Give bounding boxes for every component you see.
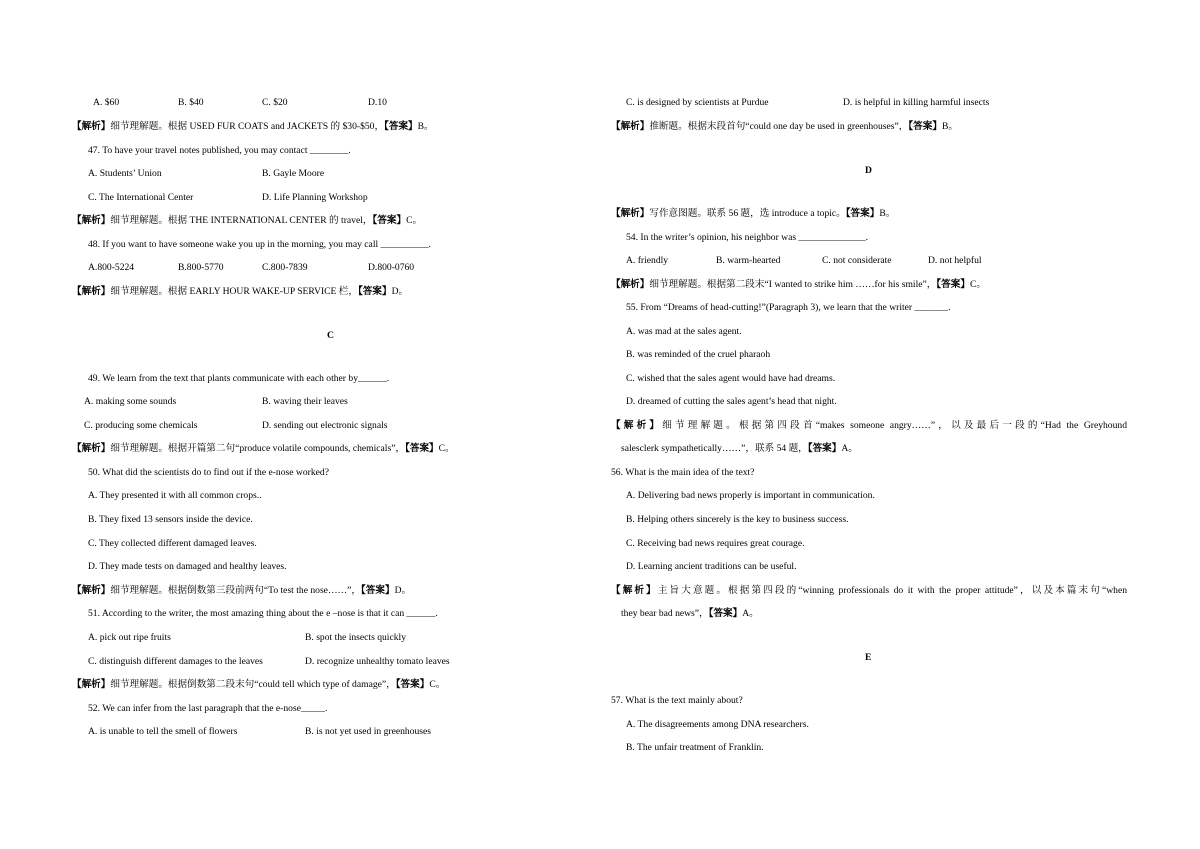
q52-option-d: D. is helpful in killing harmful insects	[843, 97, 990, 108]
section-d-heading: D	[865, 165, 872, 176]
q55-option-d: D. dreamed of cutting the sales agent’s head that night.	[626, 396, 837, 407]
q55-analysis-line-1: 【解析】细节理解题。根据第四段首“makes someone angry……”，以及最后一段的“Had the Greyhound	[611, 420, 1127, 431]
q56-analysis-line-1: 【解析】主旨大意题。根据第四段的“winning professionals do it with the proper attitude”，以及本篇末句“when	[611, 585, 1128, 596]
q54-option-b: B. warm-hearted	[716, 255, 781, 266]
q47-option-a: A. Students’ Union	[88, 168, 162, 179]
section-e-heading: E	[865, 652, 872, 663]
q48-option-b: B.800-5770	[178, 262, 224, 273]
q47-stem: 47. To have your travel notes published, you may contact ________.	[88, 145, 351, 156]
q54-analysis: 【解析】细节理解题。根据第二段末“I wanted to strike him ……for his smile”，【答案】C。	[611, 279, 986, 290]
q50-stem: 50. What did the scientists do to find out if the e-nose worked?	[88, 467, 329, 478]
q46-option-d: D.10	[368, 97, 387, 108]
q47-option-c: C. The International Center	[88, 192, 194, 203]
q46-option-b: B. $40	[178, 97, 204, 108]
q46-option-a: A. $60	[93, 97, 120, 108]
q55-option-a: A. was mad at the sales agent.	[626, 326, 742, 337]
q54-option-d: D. not helpful	[928, 255, 982, 266]
q49-option-b: B. waving their leaves	[262, 396, 348, 407]
q49-option-a: A. making some sounds	[84, 396, 177, 407]
q48-option-a: A.800-5224	[88, 262, 135, 273]
q56-option-b: B. Helping others sincerely is the key to business success.	[626, 514, 849, 525]
q54-stem: 54. In the writer’s opinion, his neighbor was ______________.	[626, 232, 869, 243]
q49-stem: 49. We learn from the text that plants communicate with each other by______.	[88, 373, 390, 384]
q56-option-d: D. Learning ancient traditions can be useful.	[626, 561, 797, 572]
q51-option-c: C. distinguish different damages to the leaves	[88, 656, 263, 667]
q50-option-c: C. They collected different damaged leaves.	[88, 538, 257, 549]
q52-option-c: C. is designed by scientists at Purdue	[626, 97, 769, 108]
q51-option-b: B. spot the insects quickly	[305, 632, 406, 643]
q51-analysis: 【解析】细节理解题。根据倒数第二段末句“could tell which type of damage”，【答案】C。	[72, 679, 446, 690]
section-c-heading: C	[327, 330, 334, 341]
q47-analysis: 【解析】细节理解题。根据 THE INTERNATIONAL CENTER 的 travel，【答案】C。	[72, 215, 423, 226]
q49-analysis: 【解析】细节理解题。根据开篇第二句“produce volatile compounds, chemicals”，【答案】C。	[72, 443, 455, 454]
q56-analysis-line-2: they bear bad news”，【答案】A。	[621, 608, 759, 619]
q57-stem: 57. What is the text mainly about?	[611, 695, 743, 706]
q50-option-d: D. They made tests on damaged and healthy leaves.	[88, 561, 287, 572]
q49-option-c: C. producing some chemicals	[84, 420, 198, 431]
q55-option-c: C. wished that the sales agent would have had dreams.	[626, 373, 836, 384]
q55-stem: 55. From “Dreams of head-cutting!”(Paragraph 3), we learn that the writer _______.	[626, 302, 951, 313]
q55-analysis-line-2: salesclerk sympathetically……”，联系 54 题，【答案】A。	[621, 443, 858, 454]
q51-option-d: D. recognize unhealthy tomato leaves	[305, 656, 450, 667]
q51-option-a: A. pick out ripe fruits	[88, 632, 171, 643]
q54-option-c: C. not considerate	[822, 255, 892, 266]
q46-analysis: 【解析】细节理解题。根据 USED FUR COATS and JACKETS 的 $30-$50，【答案】B。	[72, 121, 434, 132]
q56-option-a: A. Delivering bad news properly is important in communication.	[626, 490, 875, 501]
q48-option-d: D.800-0760	[368, 262, 415, 273]
q51-stem: 51. According to the writer, the most amazing thing about the e –nose is that it can ______.	[88, 608, 438, 619]
q50-option-a: A. They presented it with all common crops..	[88, 490, 262, 501]
q48-option-c: C.800-7839	[262, 262, 308, 273]
q48-analysis: 【解析】细节理解题。根据 EARLY HOUR WAKE-UP SERVICE 栏，【答案】D。	[72, 286, 409, 297]
q48-stem: 48. If you want to have someone wake you up in the morning, you may call __________.	[88, 239, 431, 250]
q52-analysis: 【解析】推断题。根据末段首句“could one day be used in greenhouses”，【答案】B。	[611, 121, 958, 132]
q57-option-a: A. The disagreements among DNA researchers.	[626, 719, 809, 730]
q46-option-c: C. $20	[262, 97, 288, 108]
q47-option-b: B. Gayle Moore	[262, 168, 325, 179]
q50-option-b: B. They fixed 13 sensors inside the device.	[88, 514, 253, 525]
q49-option-d: D. sending out electronic signals	[262, 420, 388, 431]
q56-stem: 56. What is the main idea of the text?	[611, 467, 755, 478]
q53-analysis: 【解析】写作意图题。联系 56 题，选 introduce a topic。【答案】B。	[611, 208, 896, 219]
q55-option-b: B. was reminded of the cruel pharaoh	[626, 349, 771, 360]
q52-option-a: A. is unable to tell the smell of flowers	[88, 726, 238, 737]
q56-option-c: C. Receiving bad news requires great courage.	[626, 538, 805, 549]
q52-stem: 52. We can infer from the last paragraph that the e-nose_____.	[88, 703, 328, 714]
q54-option-a: A. friendly	[626, 255, 669, 266]
q57-option-b: B. The unfair treatment of Franklin.	[626, 742, 764, 753]
q52-option-b: B. is not yet used in greenhouses	[305, 726, 432, 737]
q47-option-d: D. Life Planning Workshop	[262, 192, 368, 203]
q50-analysis: 【解析】细节理解题。根据倒数第三段前两句“To test the nose……”，【答案】D。	[72, 585, 412, 596]
